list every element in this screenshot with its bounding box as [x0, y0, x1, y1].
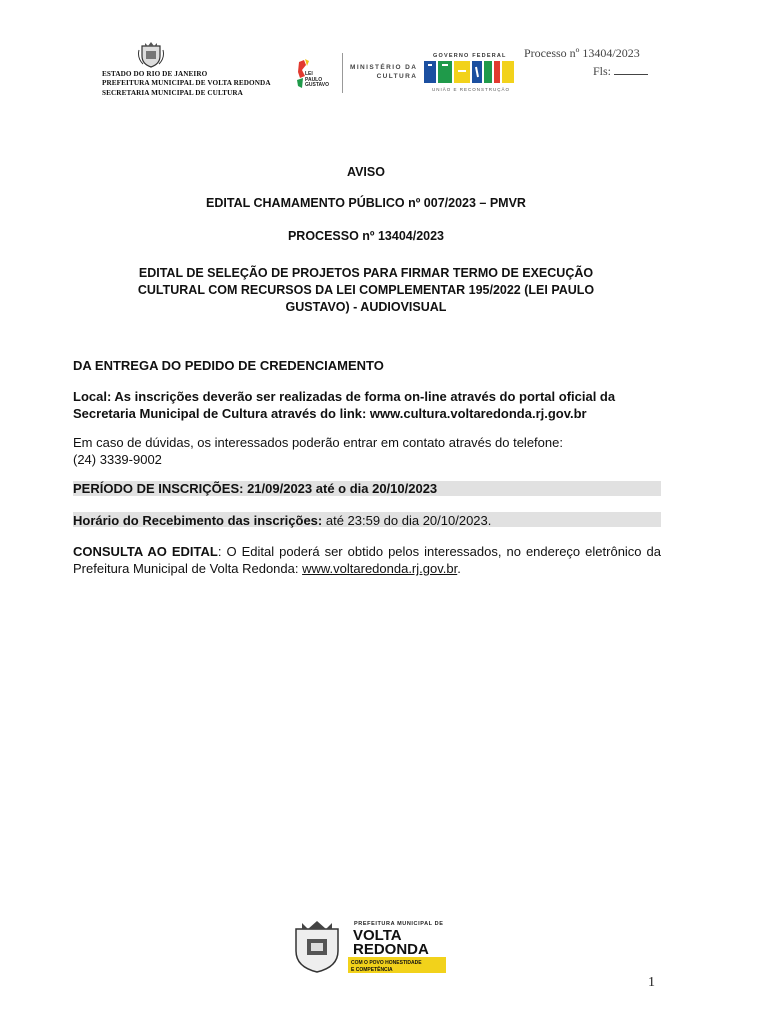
- footer-logo-line-2: VOLTA: [353, 927, 402, 944]
- ministry-line-1: MINISTÉRIO DA: [350, 64, 418, 71]
- title-edital: EDITAL CHAMAMENTO PÚBLICO nº 007/2023 – PMVR: [206, 196, 526, 210]
- footer-logo-line-1: PREFEITURA MUNICIPAL DE: [354, 921, 444, 927]
- page-number: 1: [648, 975, 655, 990]
- state-line-2: PREFEITURA MUNICIPAL DE VOLTA REDONDA: [102, 79, 271, 88]
- fls-label: Fls:: [593, 64, 612, 78]
- title-aviso: AVISO: [347, 165, 385, 179]
- header-divider: [342, 53, 343, 93]
- gov-slogan: UNIÃO E RECONSTRUÇÃO: [432, 87, 511, 92]
- section-heading: DA ENTREGA DO PEDIDO DE CREDENCIAMENTO: [73, 358, 384, 373]
- consulta-link[interactable]: www.voltaredonda.rj.gov.br: [302, 561, 458, 576]
- coat-of-arms-icon: [137, 40, 165, 68]
- volta-redonda-logo-icon: [288, 917, 446, 973]
- ministry-line-2: CULTURA: [376, 73, 418, 80]
- state-header: [102, 70, 271, 98]
- title-selecao-line-3: GUSTAVO) - AUDIOVISUAL: [285, 300, 447, 314]
- title-selecao-line-2: CULTURAL COM RECURSOS DA LEI COMPLEMENTAR 195/2022 (LEI PAULO: [137, 283, 595, 297]
- local-line-1: Local: As inscrições deverão ser realizadas de forma on-line através do portal oficial da: [73, 389, 616, 404]
- fls-field: [593, 64, 648, 79]
- duvidas-paragraph: [73, 434, 661, 468]
- title-selecao: [70, 265, 662, 316]
- fls-blank-line: [614, 65, 648, 75]
- local-paragraph: [73, 388, 661, 422]
- footer-logo-line-3: REDONDA: [353, 941, 429, 958]
- footer-logo-tag-1: COM O POVO HONESTIDADE: [351, 960, 422, 966]
- periodo-line: PERÍODO DE INSCRIÇÕES: 21/09/2023 até o dia 20/10/2023: [73, 481, 438, 496]
- title-processo: PROCESSO nº 13404/2023: [287, 229, 445, 243]
- ministry-logo: [350, 63, 417, 81]
- horario-line: [73, 513, 661, 528]
- consulta-end: .: [457, 561, 461, 576]
- footer-logo-tag-2: E COMPETÊNCIA: [351, 967, 393, 973]
- duvidas-line-2: (24) 3339-9002: [73, 452, 162, 467]
- paulo-gustavo-logo-text: LEI PAULO GUSTAVO: [305, 71, 329, 88]
- state-line-3: SECRETARIA MUNICIPAL DE CULTURA: [102, 88, 243, 97]
- consulta-text: : O Edital poderá ser obtido pelos interessados, no endereço eletrônico da Prefeitura Municipal de Volta Redonda:: [73, 544, 662, 576]
- horario-label: Horário do Recebimento das inscrições:: [73, 513, 323, 528]
- local-line-2: Secretaria Municipal de Cultura através do link: www.cultura.voltaredonda.rj.gov.br: [73, 406, 587, 421]
- processo-stamp: Processo nº 13404/2023: [524, 46, 640, 60]
- brasil-logo-icon: [424, 59, 514, 85]
- duvidas-line-1: Em caso de dúvidas, os interessados poderão entrar em contato através do telefone:: [73, 435, 563, 450]
- title-selecao-line-1: EDITAL DE SELEÇÃO DE PROJETOS PARA FIRMAR TERMO DE EXECUÇÃO: [138, 266, 594, 280]
- state-line-1: ESTADO DO RIO DE JANEIRO: [102, 70, 208, 78]
- consulta-paragraph: [73, 543, 661, 577]
- consulta-label: CONSULTA AO EDITAL: [73, 544, 218, 559]
- horario-value: até 23:59 do dia 20/10/2023.: [322, 513, 492, 528]
- gov-federal-label: GOVERNO FEDERAL: [433, 53, 507, 59]
